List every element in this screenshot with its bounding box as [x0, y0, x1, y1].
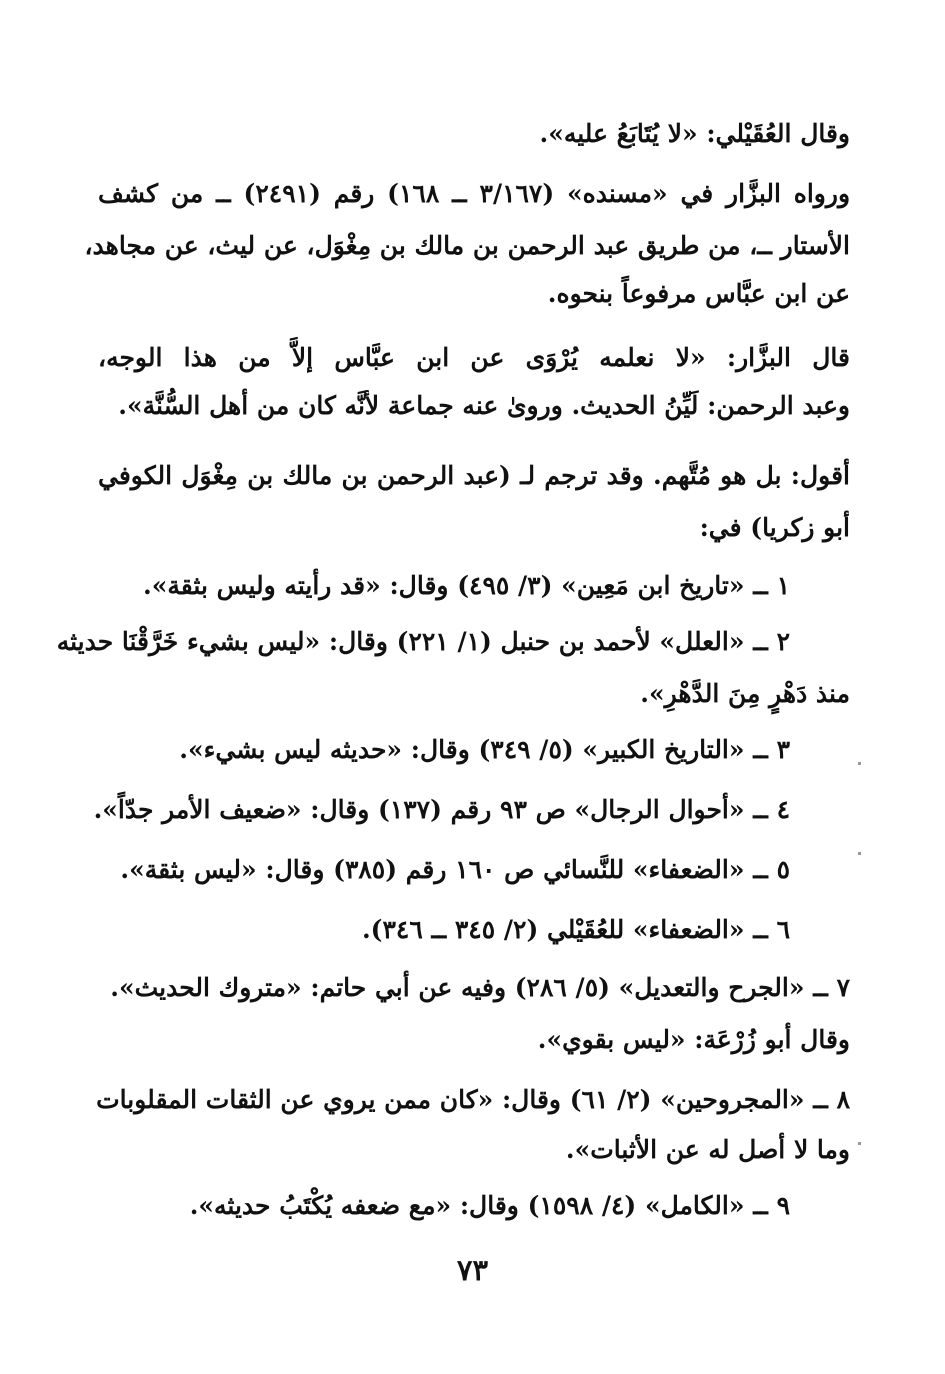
list-item: ٤ ــ «أحوال الرجال» ص ٩٣ رقم (١٣٧) وقال: «ضعيف الأمر جدّاً». [93, 795, 790, 824]
list-item: ٦ ــ «الضعفاء» للعُقَيْلي (٢/ ٣٤٥ ــ ٣٤٦). [361, 915, 790, 944]
text-line: منذ دَهْرٍ مِنَ الدَّهْرِ». [640, 679, 850, 708]
list-item: ٨ ــ «المجروحين» (٢/ ٦١) وقال: «كان ممن يروي عن الثقات المقلوبات [96, 1085, 850, 1114]
scan-speck [858, 1142, 861, 1145]
text-line: الأستار ــ، من طريق عبد الرحمن بن مالك بن مِغْوَل، عن ليث، عن مجاهد، [84, 231, 850, 260]
list-item: ٥ ــ «الضعفاء» للنَّسائي ص ١٦٠ رقم (٣٨٥) وقال: «ليس بثقة». [120, 855, 790, 884]
scan-speck [858, 762, 861, 765]
text-line: وعبد الرحمن: لَيِّنُ الحديث. وروىٰ عنه جماعة لأنَّه كان من أهل السُّنَّة». [118, 391, 850, 420]
text-line: أبو زكريا) في: [699, 513, 850, 542]
page-number: ٧٣ [456, 1253, 489, 1287]
text-line: وقال أبو زُرْعَة: «ليس بقوي». [537, 1025, 850, 1054]
text-line: ورواه البزَّار في «مسنده» (٣/١٦٧ ــ ١٦٨) رقم (٢٤٩١) ــ من كشف [98, 179, 851, 208]
text-line: وقال العُقَيْلي: «لا يُتَابَعُ عليه». [539, 119, 850, 148]
list-item: ٩ ــ «الكامل» (٤/ ١٥٩٨) وقال: «مع ضعفه يُكْتَبُ حديثه». [189, 1191, 790, 1220]
text-line: أقول: بل هو مُتَّهم. وقد ترجم لـ (عبد الرحمن بن مالك بن مِغْوَل الكوفي [98, 461, 850, 490]
list-item: ٣ ــ «التاريخ الكبير» (٥/ ٣٤٩) وقال: «حديثه ليس بشيء». [179, 735, 790, 764]
scan-speck [858, 852, 861, 855]
list-item: ٢ ــ «العلل» لأحمد بن حنبل (١/ ٢٢١) وقال: «ليس بشيء خَرَّقْنَا حديثه [56, 627, 790, 656]
text-line: عن ابن عبَّاس مرفوعاً بنحوه. [547, 279, 850, 308]
list-item: ٧ ــ «الجرح والتعديل» (٥/ ٢٨٦) وفيه عن أبي حاتم: «متروك الحديث». [110, 973, 850, 1002]
list-item: ١ ــ «تاريخ ابن مَعِين» (٣/ ٤٩٥) وقال: «قد رأيته وليس بثقة». [143, 571, 790, 600]
text-line: وما لا أصل له عن الأثبات». [565, 1135, 850, 1164]
text-line: قال البزَّار: «لا نعلمه يُرْوَى عن ابن عبَّاس إلاَّ من هذا الوجه، [98, 343, 850, 372]
